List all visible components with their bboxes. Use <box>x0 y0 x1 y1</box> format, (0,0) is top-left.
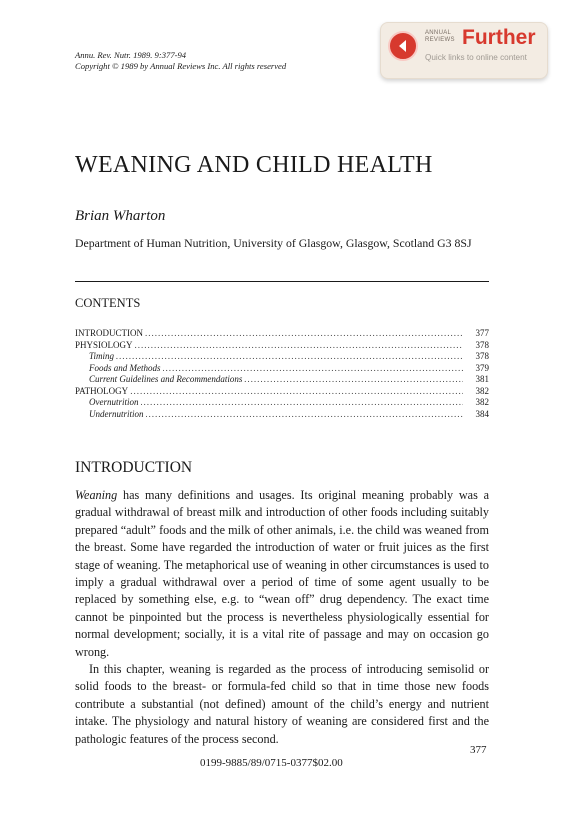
toc-entry-foods-and-methods[interactable] <box>75 363 489 375</box>
article-title: WEANING AND CHILD HEALTH <box>75 152 433 178</box>
toc-label: Timing <box>89 351 115 361</box>
toc-leader <box>130 386 463 398</box>
toc-leader <box>141 397 464 409</box>
page-number: 377 <box>470 744 487 756</box>
badge-subtitle: Quick links to online content <box>425 53 527 62</box>
toc-leader <box>116 351 463 363</box>
toc-entry-introduction[interactable] <box>75 328 489 340</box>
citation-line-2: Copyright © 1989 by Annual Reviews Inc. All rights reserved <box>75 61 287 71</box>
toc-entry-overnutrition[interactable] <box>75 397 489 409</box>
table-of-contents <box>75 328 489 420</box>
toc-leader <box>146 409 463 421</box>
toc-leader <box>135 340 463 352</box>
section-heading-introduction: INTRODUCTION <box>75 459 193 476</box>
contents-heading: CONTENTS <box>75 296 141 310</box>
toc-leader <box>244 374 463 386</box>
toc-label: Overnutrition <box>89 397 139 407</box>
toc-page: 382 <box>475 385 489 396</box>
author-affiliation: Department of Human Nutrition, University of Glasgow, Glasgow, Scotland G3 8SJ <box>75 236 472 250</box>
paragraph-2: In this chapter, weaning is regarded as the process of introducing semisolid or solid foods to the breast- or formula-fed child so that in time those new foods contribute a substantial (not defined) amount of the child’s energy and nutrient intake. The physiology and natural history of weaning are considered first and the pathologic features of the process second. <box>75 662 489 746</box>
paragraph-1 <box>75 487 489 661</box>
toc-label: Undernutrition <box>89 408 144 419</box>
toc-label: Current Guidelines and Recommendations <box>89 374 243 384</box>
badge-brand-line-1: ANNUAL <box>425 30 452 36</box>
paragraph-1-text: has many definitions and usages. Its original meaning probably was a gradual withdrawal of breast milk and introduction of other foods including suitably prepared “adult” foods and the milk of other animals, i.e. the child was weaned from the breast. Some have regarded the introduction of water or fruit juices as the first stage of weaning. The metaphorical use of weaning in other circumstances is used to imply a gradual withdrawal over a period of time of some agent usually to be replaced by something else, e.g. to “wean off” drug dependency. The exact time cannot be pinpointed but the process is nevertheless physiologically essential for normal development; socially, it is a vital rite of passage and may on occasion go wrong. <box>75 488 489 659</box>
annual-reviews-further-badge[interactable] <box>380 22 548 79</box>
footer-code: 0199-9885/89/0715-0377$02.00 <box>200 757 343 769</box>
toc-page: 381 <box>475 374 489 384</box>
journal-citation <box>75 50 286 72</box>
author-name: Brian Wharton <box>75 208 166 224</box>
toc-label: PHYSIOLOGY <box>75 339 133 350</box>
toc-entry-timing[interactable] <box>75 351 489 363</box>
toc-page: 384 <box>475 408 489 419</box>
badge-brand-line-2: REVIEWS <box>425 37 455 43</box>
toc-leader <box>145 328 463 340</box>
toc-entry-undernutrition[interactable] <box>75 409 489 421</box>
badge-brand-small <box>425 30 455 44</box>
introduction-body <box>75 487 489 748</box>
toc-label: INTRODUCTION <box>75 328 143 338</box>
divider-rule <box>75 281 489 282</box>
toc-page: 377 <box>475 328 489 338</box>
play-arrow-icon <box>388 31 418 61</box>
toc-page: 382 <box>475 397 489 407</box>
toc-page: 379 <box>475 362 489 373</box>
term-weaning: Weaning <box>75 488 118 502</box>
toc-leader <box>163 363 464 375</box>
toc-label: PATHOLOGY <box>75 385 129 396</box>
toc-label: Foods and Methods <box>89 362 161 373</box>
citation-line-1: Annu. Rev. Nutr. 1989. 9:377-94 <box>75 50 187 60</box>
toc-entry-current-guidelines[interactable] <box>75 374 489 386</box>
toc-page: 378 <box>475 351 489 361</box>
badge-further-label: Further <box>462 26 536 49</box>
toc-page: 378 <box>475 339 489 350</box>
toc-entry-pathology[interactable] <box>75 386 489 398</box>
toc-entry-physiology[interactable] <box>75 340 489 352</box>
